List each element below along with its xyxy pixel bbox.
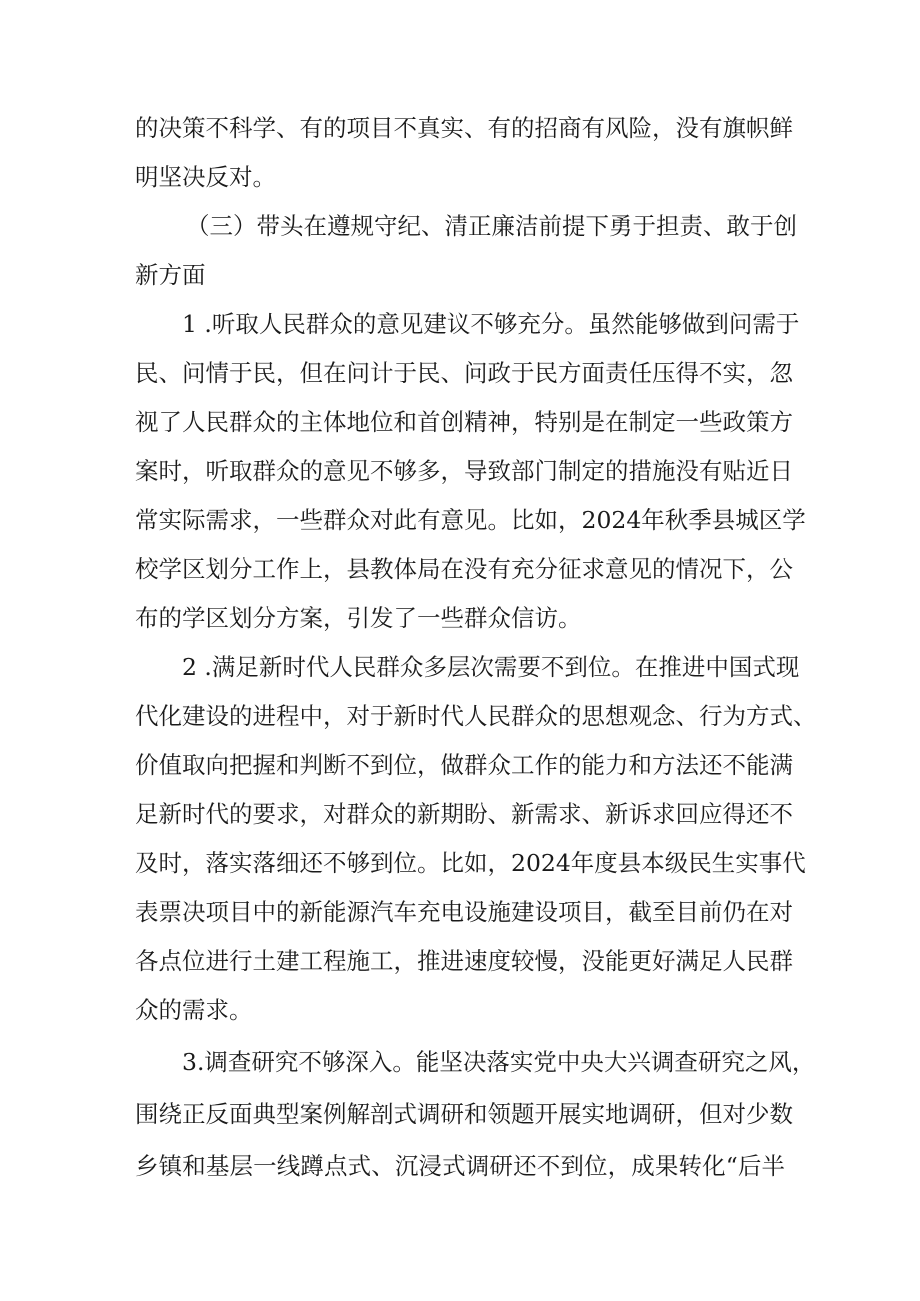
paragraph-3-line: 3.调查研究不够深入。能坚决落实党中央大兴调查研究之风，: [182, 1048, 816, 1076]
paragraph-2-line: 各点位进行土建工程施工，推进速度较慢，没能更好满足人民群: [135, 947, 793, 975]
paragraph-1-line: 1 .听取人民群众的意见建议不够充分。虽然能够做到问需于: [182, 310, 800, 338]
paragraph-2-line: 及时，落实落细还不够到位。比如，2024年度县本级民生实事代: [135, 849, 806, 877]
paragraph-1-line: 常实际需求，一些群众对此有意见。比如，2024年秋季县城区学: [135, 506, 806, 534]
paragraph-1-line: 布的学区划分方案，引发了一些群众信访。: [135, 604, 582, 632]
section-heading-cont: 新方面: [135, 261, 206, 289]
paragraph-2-line: 表票决项目中的新能源汽车充电设施建设项目，截至目前仍在对: [135, 898, 793, 926]
paragraph-2-line: 代化建设的进程中，对于新时代人民群众的思想观念、行为方式、: [135, 702, 817, 730]
paragraph-3-line: 围绕正反面典型案例解剖式调研和领题开展实地调研，但对少数: [135, 1100, 793, 1128]
paragraph-1-line: 视了人民群众的主体地位和首创精神，特别是在制定一些政策方: [135, 408, 793, 436]
paragraph-1-line: 校学区划分工作上，县教体局在没有充分征求意见的情况下，公: [135, 555, 793, 583]
paragraph-2-line: 价值取向把握和判断不到位，做群众工作的能力和方法还不能满: [135, 751, 793, 779]
paragraph-3-line: 乡镇和基层一线蹲点式、沉浸式调研还不到位，成果转化“后半: [135, 1152, 785, 1180]
paragraph-2-line: 足新时代的要求，对群众的新期盼、新需求、新诉求回应得还不: [135, 800, 793, 828]
section-heading: （三）带头在遵规守纪、清正廉洁前提下勇于担责、敢于创: [186, 212, 797, 240]
paragraph-1-line: 案时，听取群众的意见不够多，导致部门制定的措施没有贴近日: [135, 457, 793, 485]
text-line: 的决策不科学、有的项目不真实、有的招商有风险，没有旗帜鲜: [135, 114, 793, 142]
paragraph-2-line: 众的需求。: [135, 996, 253, 1024]
paragraph-1-line: 民、问情于民，但在问计于民、问政于民方面责任压得不实，忽: [135, 359, 793, 387]
paragraph-2-line: 2 .满足新时代人民群众多层次需要不到位。在推进中国式现: [182, 653, 800, 681]
text-line: 明坚决反对。: [135, 163, 276, 191]
